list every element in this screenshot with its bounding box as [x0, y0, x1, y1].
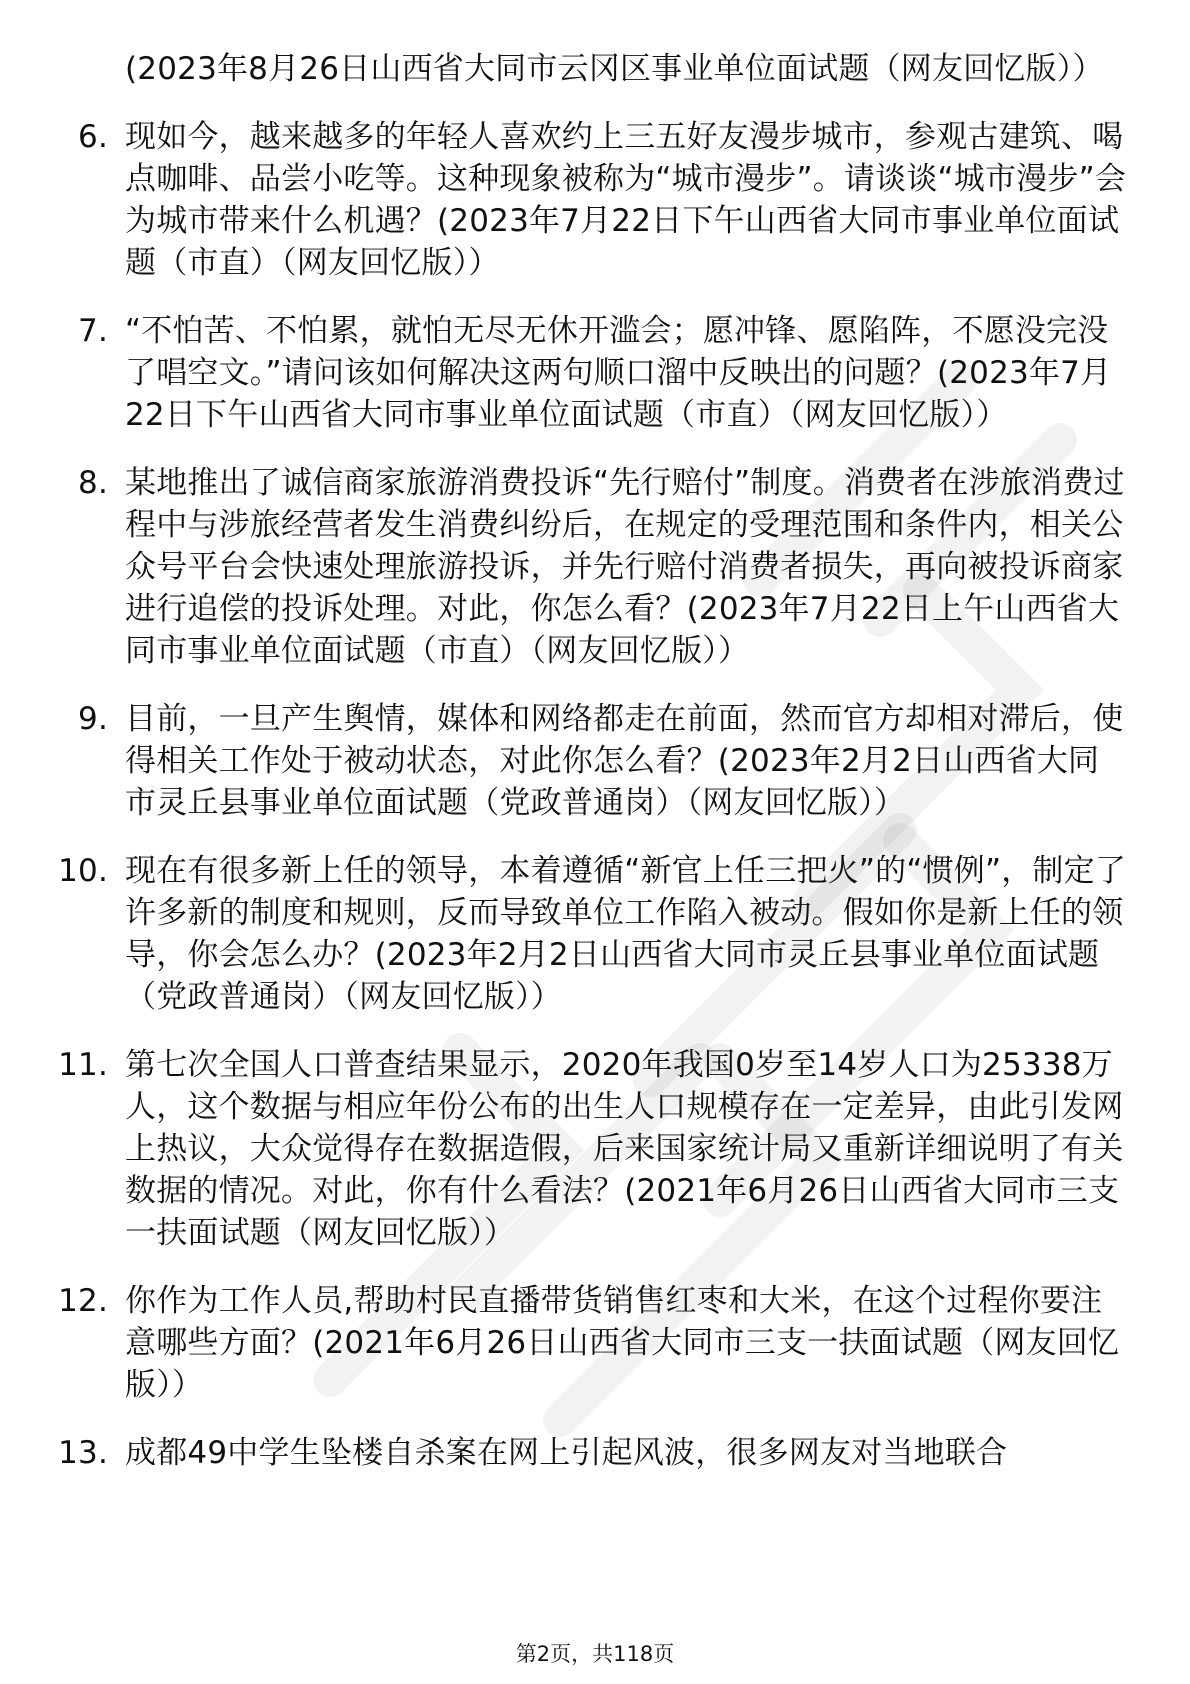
item-number: 8. — [78, 465, 108, 501]
question-list — [0, 48, 1190, 1500]
item-text: 你作为工作人员,帮助村民直播带货销售红枣和大米，在这个过程你要注意哪些方面？(2021年6月26日山西省大同市三支一扶面试题（网友回忆版）） — [125, 1283, 1120, 1403]
list-item — [0, 310, 1190, 436]
list-item — [0, 48, 1190, 90]
item-text: 现在有很多新上任的领导，本着遵循“新官上任三把火”的“惯例”，制定了许多新的制度和规则，反而导致单位工作陷入被动。假如你是新上任的领导，你会怎么办？(2023年2月2日山西省大同市灵丘县事业单位面试题（党政普通岗）（网友回忆版）） — [125, 853, 1127, 1015]
item-text: (2023年8月26日山西省大同市云冈区事业单位面试题（网友回忆版）） — [125, 51, 1104, 87]
item-text: 成都49中学生坠楼自杀案在网上引起风波，很多网友对当地联合 — [125, 1435, 1008, 1471]
item-text: 目前，一旦产生舆情，媒体和网络都走在前面，然而官方却相对滞后，使得相关工作处于被动状态，对此你怎么看？(2023年2月2日山西省大同市灵丘县事业单位面试题（党政普通岗）（网友回忆版）） — [125, 701, 1124, 821]
list-item — [0, 462, 1190, 672]
item-number: 11. — [58, 1047, 108, 1083]
item-number: 6. — [78, 119, 108, 155]
list-item — [0, 850, 1190, 1018]
list-item — [0, 1432, 1190, 1474]
item-text: “不怕苦、不怕累，就怕无尽无休开滥会；愿冲锋、愿陷阵，不愿没完没了唱空文。”请问该如何解决这两句顺口溜中反映出的问题？(2023年7月22日下午山西省大同市事业单位面试题（市直）（网友回忆版）） — [125, 313, 1112, 433]
item-number: 7. — [78, 313, 108, 349]
item-text: 现如今，越来越多的年轻人喜欢约上三五好友漫步城市，参观古建筑、喝点咖啡、品尝小吃等。这种现象被称为“城市漫步”。请谈谈“城市漫步”会为城市带来什么机遇？(2023年7月22日下午山西省大同市事业单位面试题（市直）（网友回忆版）） — [125, 119, 1127, 281]
list-item — [0, 1280, 1190, 1406]
item-number: 12. — [58, 1283, 108, 1319]
item-text: 某地推出了诚信商家旅游消费投诉“先行赔付”制度。消费者在涉旅消费过程中与涉旅经营者发生消费纠纷后，在规定的受理范围和条件内，相关公众号平台会快速处理旅游投诉，并先行赔付消费者损失，再向被投诉商家进行追偿的投诉处理。对此，你怎么看？(2023年7月22日上午山西省大同市事业单位面试题（市直）（网友回忆版）） — [125, 465, 1125, 669]
item-number: 13. — [58, 1435, 108, 1471]
item-number: 9. — [78, 701, 108, 737]
item-number: 10. — [58, 853, 108, 889]
list-item — [0, 1044, 1190, 1254]
list-item — [0, 116, 1190, 284]
list-item — [0, 698, 1190, 824]
page-footer: 第2页，共118页 — [515, 1642, 675, 1666]
item-text: 第七次全国人口普查结果显示，2020年我国0岁至14岁人口为25338万人，这个数据与相应年份公布的出生人口规模存在一定差异，由此引发网上热议，大众觉得存在数据造假，后来国家统计局又重新详细说明了有关数据的情况。对此，你有什么看法？(2021年6月26日山西省大同市三支一扶面试题（网友回忆版）） — [125, 1047, 1124, 1251]
